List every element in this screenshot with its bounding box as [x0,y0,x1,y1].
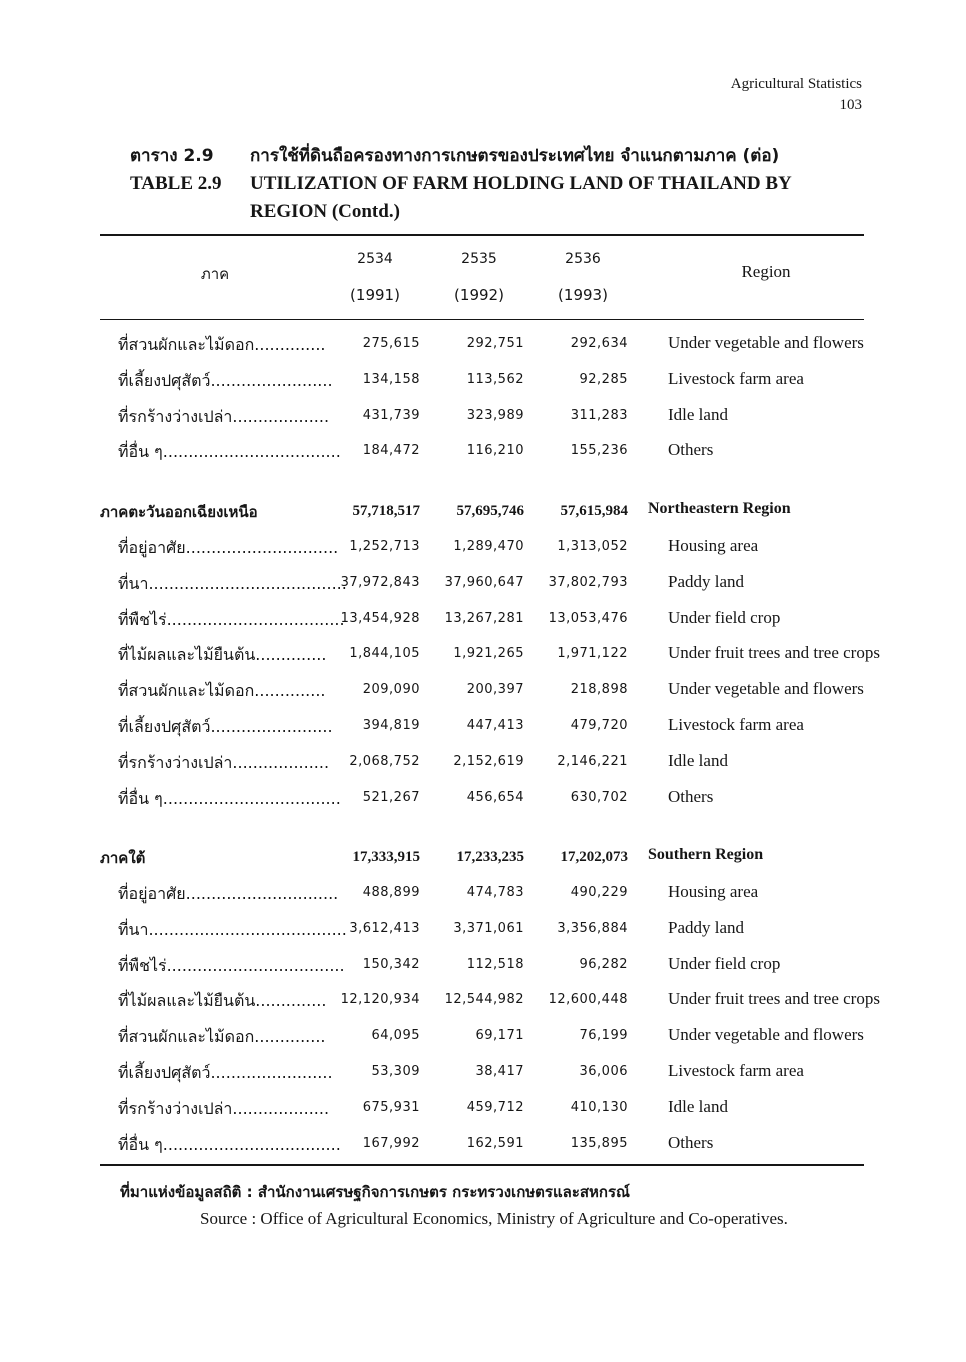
title-english-prefix: TABLE 2.9 [130,173,222,194]
row-label-english: Under vegetable and flowers [668,1025,864,1044]
leader-dots: ........................ [210,371,333,390]
table-row [100,918,864,948]
value-cell-1: 134,158 [362,372,420,387]
page-number: 103 [839,97,862,113]
table-row [100,369,864,399]
value-cell-2: 1,921,265 [453,646,524,661]
value-cell-1: 17,333,915 [352,849,420,865]
column-header-english-region: Region [741,262,791,281]
leader-dots: .............. [255,645,327,664]
value-cell-1: 275,615 [362,336,420,351]
value-cell-3: 13,053,476 [548,611,628,626]
table-row [100,1133,864,1163]
row-label-thai-text: ภาคตะวันออกเฉียงเหนือ [100,503,258,521]
row-label-english: Livestock farm area [668,369,804,388]
row-label-thai-text: ที่พืชไร่ [118,610,167,629]
table-row [100,440,864,470]
value-cell-1: 167,992 [362,1136,420,1151]
value-cell-3: 37,802,793 [548,575,628,590]
value-cell-2: 69,171 [475,1028,524,1043]
row-label-thai-text: ที่เลี้ยงปศุสัตว์ [118,371,211,390]
value-cell-1: 675,931 [362,1100,420,1115]
table-row [100,405,864,435]
column-header-year-ce-3: (1993) [558,286,608,304]
row-label-thai-text: ที่อยู่อาศัย [118,884,186,903]
leader-dots: .............................. [185,884,339,903]
table-row [100,715,864,745]
source-thai: ที่มาแห่งข้อมูลสถิติ : สำนักงานเศรษฐกิจการเกษตร กระทรวงเกษตรและสหกรณ์ [120,1183,630,1201]
value-cell-3: 92,285 [579,372,628,387]
value-cell-3: 490,229 [570,885,628,900]
value-cell-1: 184,472 [362,443,420,458]
row-label-thai-text: ที่สวนผักและไม้ดอก [118,335,255,354]
table-row [100,751,864,781]
value-cell-3: 1,313,052 [557,539,628,554]
row-label-thai-text: ที่นา [118,574,149,593]
table-row [100,333,864,363]
row-label-english: Under field crop [668,954,781,973]
row-label-thai-text: ที่รกร้างว่างเปล่า [118,753,233,772]
value-cell-2: 112,518 [466,957,524,972]
value-cell-2: 38,417 [475,1064,524,1079]
value-cell-1: 57,718,517 [352,503,420,519]
table-row [100,536,864,566]
row-label-thai-text: ภาคใต้ [100,849,146,867]
value-cell-1: 13,454,928 [340,611,420,626]
leader-dots: ................................... [166,956,345,975]
value-cell-2: 323,989 [466,408,524,423]
row-label-thai-text: ที่เลี้ยงปศุสัตว์ [118,1063,211,1082]
leader-dots: ................... [232,1099,330,1118]
table-row [100,882,864,912]
value-cell-3: 57,615,984 [560,503,628,519]
value-cell-3: 630,702 [570,790,628,805]
leader-dots: .............. [255,991,327,1010]
row-label-thai [118,333,326,358]
row-label-thai-text: ที่อื่น ๆ [118,1135,163,1154]
leader-dots: .............. [254,1027,326,1046]
row-label-thai-text: ที่รกร้างว่างเปล่า [118,407,233,426]
table-row [100,643,880,673]
value-cell-1: 1,844,105 [349,646,420,661]
publication-name: Agricultural Statistics [730,76,862,92]
value-cell-1: 488,899 [362,885,420,900]
value-cell-2: 116,210 [466,443,524,458]
row-label-thai [118,1061,333,1086]
row-label-thai [118,1025,326,1050]
row-label-thai-text: ที่ไม้ผลและไม้ยืนต้น [118,991,256,1010]
row-label-thai [118,882,339,907]
value-cell-2: 162,591 [466,1136,524,1151]
row-label-thai [100,500,305,524]
value-cell-2: 200,397 [466,682,524,697]
value-cell-3: 155,236 [570,443,628,458]
row-label-thai [118,536,339,561]
value-cell-2: 1,289,470 [453,539,524,554]
row-label-english: Housing area [668,536,759,555]
column-header-year-be-1: 2534 [357,251,393,267]
table-bottom-rule [100,1164,864,1166]
value-cell-1: 12,120,934 [340,992,420,1007]
leader-dots: .............. [254,681,326,700]
row-label-thai-text: ที่สวนผักและไม้ดอก [118,681,255,700]
leader-dots: ................... [232,407,330,426]
value-cell-3: 311,283 [570,408,628,423]
value-cell-2: 17,233,235 [456,849,524,865]
value-cell-3: 76,199 [579,1028,628,1043]
leader-dots: .............. [254,335,326,354]
leader-dots: ................................... [162,1135,341,1154]
value-cell-1: 2,068,752 [349,754,420,769]
title-thai [130,142,870,170]
leader-dots: ................................... [166,610,345,629]
value-cell-2: 37,960,647 [444,575,524,590]
row-label-english: Paddy land [668,572,745,591]
row-label-english: Under vegetable and flowers [668,333,864,352]
table-row [100,1025,864,1055]
column-header-year-be-2: 2535 [461,251,497,267]
value-cell-2: 13,267,281 [444,611,524,626]
leader-dots: ....................................... [148,920,347,939]
value-cell-3: 218,898 [570,682,628,697]
row-label-thai-text: ที่สวนผักและไม้ดอก [118,1027,255,1046]
value-cell-3: 17,202,073 [560,849,628,865]
row-label-thai-text: ที่พืชไร่ [118,956,167,975]
value-cell-1: 431,739 [362,408,420,423]
value-cell-2: 447,413 [466,718,524,733]
value-cell-3: 96,282 [579,957,628,972]
value-cell-1: 37,972,843 [340,575,420,590]
table-row [100,1097,864,1127]
row-label-english: Housing area [668,882,759,901]
value-cell-2: 3,371,061 [453,921,524,936]
title-thai-prefix: ตาราง 2.9 [130,146,214,166]
value-cell-3: 12,600,448 [548,992,628,1007]
row-label-thai [100,846,305,870]
row-label-thai [118,715,333,740]
row-label-thai [118,1133,341,1158]
row-label-thai [118,643,327,668]
row-label-thai-text: ที่รกร้างว่างเปล่า [118,1099,233,1118]
row-label-english: Idle land [668,405,728,424]
value-cell-2: 2,152,619 [453,754,524,769]
region-total-row [100,846,864,876]
table-row [100,679,864,709]
value-cell-2: 459,712 [466,1100,524,1115]
row-label-thai-text: ที่อยู่อาศัย [118,538,186,557]
title-english [130,170,870,226]
leader-dots: ................... [232,753,330,772]
value-cell-3: 292,634 [570,336,628,351]
leader-dots: ....................................... [148,574,347,593]
table-top-rule [100,234,864,236]
row-label-thai-text: ที่ไม้ผลและไม้ยืนต้น [118,645,256,664]
leader-dots: .............................. [185,538,339,557]
column-header-year-ce-2: (1992) [454,286,504,304]
row-label-english: Under vegetable and flowers [668,679,864,698]
value-cell-3: 479,720 [570,718,628,733]
column-header-thai-region: ภาค [200,265,230,283]
value-cell-1: 521,267 [362,790,420,805]
row-label-english: Others [668,1133,714,1152]
row-label-english: Northeastern Region [648,500,791,517]
value-cell-1: 3,612,413 [349,921,420,936]
row-label-english: Under fruit trees and tree crops [668,643,880,662]
value-cell-3: 135,895 [570,1136,628,1151]
row-label-thai [118,1097,330,1122]
table-row [100,954,864,984]
value-cell-2: 12,544,982 [444,992,524,1007]
row-label-thai [118,440,341,465]
title-thai-text: การใช้ที่ดินถือครองทางการเกษตรของประเทศไทย จำแนกตามภาค (ต่อ) [250,146,780,166]
table-title [130,142,870,226]
column-header-year-be-3: 2536 [565,251,601,267]
row-label-english: Livestock farm area [668,1061,804,1080]
value-cell-1: 64,095 [371,1028,420,1043]
table-header-rule [100,319,864,320]
table-row [100,608,864,638]
leader-dots: ........................ [210,717,333,736]
row-label-english: Paddy land [668,918,745,937]
row-label-thai [118,751,330,776]
row-label-thai [118,369,333,394]
value-cell-2: 456,654 [466,790,524,805]
table-row [100,1061,864,1091]
column-header-year-ce-1: (1991) [350,286,400,304]
row-label-english: Southern Region [648,846,764,863]
row-label-thai [118,918,347,943]
table-row [100,787,864,817]
row-label-english: Others [668,440,714,459]
row-label-english: Idle land [668,1097,728,1116]
value-cell-3: 36,006 [579,1064,628,1079]
row-label-thai-text: ที่อื่น ๆ [118,789,163,808]
value-cell-1: 53,309 [371,1064,420,1079]
row-label-thai [118,787,341,812]
value-cell-1: 394,819 [362,718,420,733]
row-label-thai [118,405,330,430]
value-cell-2: 474,783 [466,885,524,900]
source-english: Source : Office of Agricultural Economics, Ministry of Agriculture and Co-operatives. [200,1209,788,1228]
value-cell-1: 209,090 [362,682,420,697]
value-cell-3: 3,356,884 [557,921,628,936]
title-english-text: UTILIZATION OF FARM HOLDING LAND OF THAILAND BY REGION (Contd.) [250,173,792,222]
row-label-english: Idle land [668,751,728,770]
value-cell-1: 1,252,713 [349,539,420,554]
row-label-english: Under fruit trees and tree crops [668,989,880,1008]
value-cell-2: 113,562 [466,372,524,387]
row-label-thai-text: ที่อื่น ๆ [118,442,163,461]
value-cell-1: 150,342 [362,957,420,972]
leader-dots: ................................... [162,789,341,808]
row-label-thai [118,608,345,633]
region-total-row [100,500,864,530]
row-label-english: Under field crop [668,608,781,627]
value-cell-2: 57,695,746 [456,503,524,519]
row-label-english: Livestock farm area [668,715,804,734]
row-label-thai [118,572,347,597]
row-label-thai [118,989,327,1014]
leader-dots: ........................ [210,1063,333,1082]
row-label-thai-text: ที่นา [118,920,149,939]
row-label-english: Others [668,787,714,806]
leader-dots: ................................... [162,442,341,461]
value-cell-2: 292,751 [466,336,524,351]
row-label-thai-text: ที่เลี้ยงปศุสัตว์ [118,717,211,736]
table-row [100,989,880,1019]
value-cell-3: 1,971,122 [557,646,628,661]
table-row [100,572,864,602]
row-label-thai [118,954,345,979]
page-header [731,74,862,116]
value-cell-3: 2,146,221 [557,754,628,769]
row-label-thai [118,679,326,704]
value-cell-3: 410,130 [570,1100,628,1115]
